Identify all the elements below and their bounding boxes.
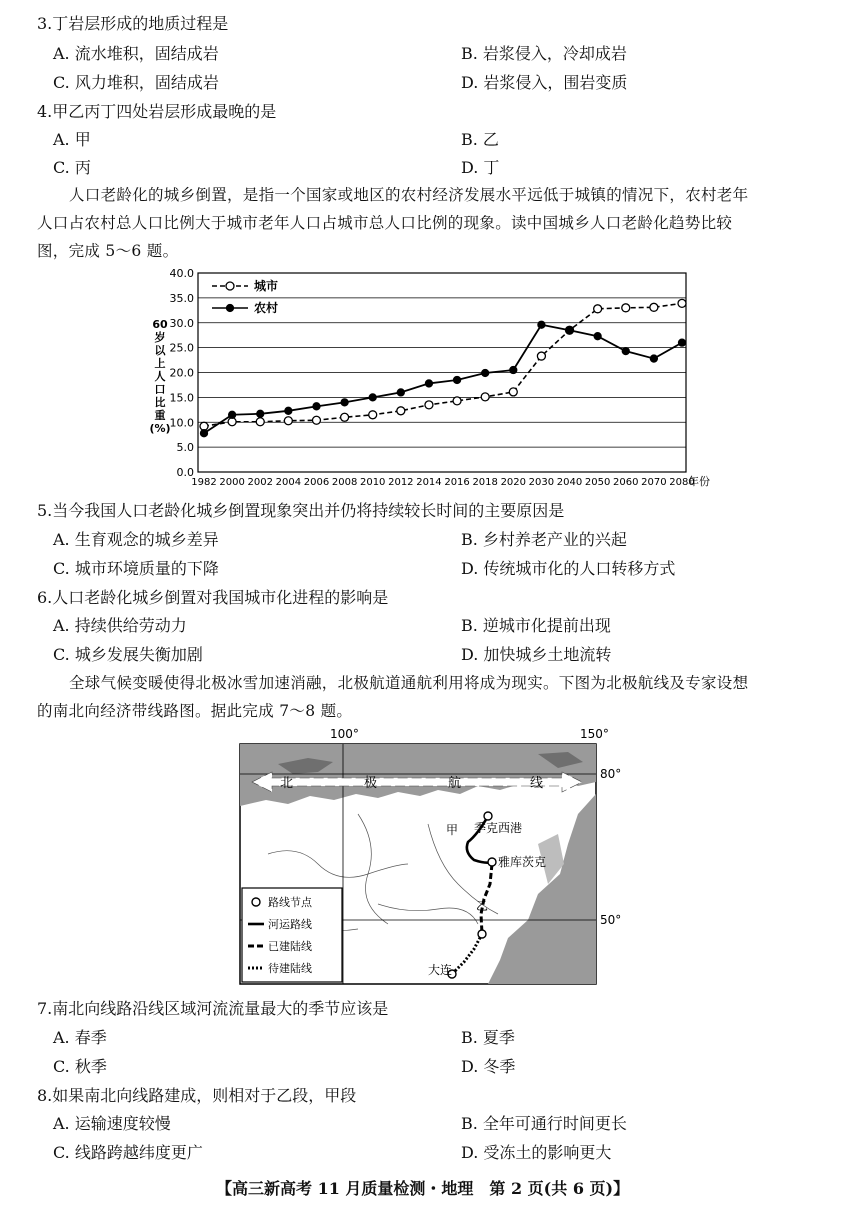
route-char-xian: 线: [530, 776, 544, 791]
q8-option-b: B. 全年可通行时间更长: [461, 1114, 627, 1133]
q6-option-c: C. 城乡发展失衡加剧: [53, 645, 203, 664]
rural-point: [313, 403, 320, 410]
urban-point: [397, 407, 405, 415]
urban-point: [200, 422, 208, 430]
x-tick-label: 2018: [472, 477, 498, 488]
rural-point: [482, 369, 489, 376]
urban-point: [256, 418, 264, 426]
urban-point: [453, 397, 461, 405]
rural-point: [594, 333, 601, 340]
urban-point: [228, 418, 236, 426]
x-tick-label: 2060: [613, 477, 639, 488]
x-tick-label: 2002: [247, 477, 273, 488]
rural-point: [257, 410, 264, 417]
y-axis-label-char: 上: [154, 357, 166, 370]
passage1-line1: 人口老龄化的城乡倒置，是指一个国家或地区的农村经济发展水平远低于城镇的情况下，农村老年: [69, 186, 749, 204]
urban-point: [678, 299, 686, 307]
urban-point: [481, 393, 489, 401]
urban-point: [537, 352, 545, 360]
rural-point: [201, 430, 208, 437]
q8-option-a: A. 运输速度较慢: [53, 1114, 171, 1133]
rural-point: [425, 380, 432, 387]
y-axis-label-char: 60: [152, 318, 168, 331]
route-char-bei: 北: [280, 776, 294, 791]
q5-option-a: A. 生育观念的城乡差异: [53, 530, 219, 549]
y-tick-label: 40.0: [169, 267, 194, 280]
rural-point: [679, 339, 686, 346]
urban-point: [369, 411, 377, 419]
x-tick-label: 1982: [191, 477, 217, 488]
rural-point: [397, 389, 404, 396]
rural-point: [341, 399, 348, 406]
urban-point: [425, 401, 433, 409]
urban-point: [650, 303, 658, 311]
y-axis-label-char: 人: [154, 370, 166, 383]
rural-point: [538, 321, 545, 328]
x-tick-label: 2012: [388, 477, 414, 488]
q6-option-d: D. 加快城乡土地流转: [461, 645, 612, 664]
y-tick-label: 30.0: [169, 316, 194, 330]
urban-point: [284, 417, 292, 425]
city-yakutsk: 雅库茨克: [498, 855, 547, 869]
legend-node: 路线节点: [268, 896, 312, 909]
q6-option-a: A. 持续供给劳动力: [53, 616, 187, 635]
y-tick-label: 5.0: [176, 441, 194, 455]
x-tick-label: 2080: [669, 477, 695, 488]
passage2-line1: 全球气候变暖使得北极冰雪加速消融，北极航道通航利用将成为现实。下图为北极航线及专家设想: [69, 674, 749, 692]
x-tick-label: 2000: [219, 477, 245, 488]
route-char-ji: 极: [364, 776, 378, 791]
q7-option-a: A. 春季: [53, 1028, 107, 1047]
x-tick-label: 2020: [500, 477, 527, 488]
lat-80-label: 80°: [600, 767, 622, 781]
legend-marker: [226, 282, 234, 290]
x-tick-label: 2070: [641, 477, 667, 488]
q3-option-c: C. 风力堆积，固结成岩: [53, 73, 219, 92]
q8-stem: 8.如果南北向线路建成，则相对于乙段，甲段: [37, 1086, 357, 1105]
q5-option-d: D. 传统城市化的人口转移方式: [461, 559, 676, 578]
y-tick-label: 20.0: [169, 366, 194, 380]
q5-stem: 5.当今我国人口老龄化城乡倒置现象突出并仍将持续较长时间的主要原因是: [37, 501, 565, 520]
city-dalian: 大连: [428, 963, 453, 977]
route-char-hang: 航: [448, 776, 462, 791]
urban-point: [622, 304, 630, 312]
q7-option-d: D. 冬季: [461, 1057, 516, 1076]
city-tiksi: 季克西港: [474, 821, 523, 835]
label-yi: 乙: [476, 899, 489, 913]
y-tick-label: 0.0: [176, 466, 194, 479]
x-tick-label: 2016: [444, 477, 470, 488]
lat-50-label: 50°: [600, 913, 622, 927]
legend-marker: [227, 305, 234, 312]
x-tick-label: 2014: [416, 477, 442, 488]
rural-point: [650, 355, 657, 362]
rural-point: [454, 376, 461, 383]
passage2-line2: 的南北向经济带线路图。据此完成 7～8 题。: [37, 702, 353, 720]
label-jia: 甲: [446, 823, 459, 837]
x-axis-label: 年份: [688, 475, 710, 488]
q7-option-c: C. 秋季: [53, 1057, 107, 1076]
y-axis-label-char: 以: [154, 344, 166, 357]
rural-point: [622, 348, 629, 355]
y-axis-label-char: 岁: [154, 331, 166, 344]
y-axis-label-char: (%): [149, 422, 171, 435]
passage1-line2: 人口占农村总人口比例大于城市老年人口占城市总人口比例的现象。读中国城乡人口老龄化趋势比较: [37, 214, 733, 232]
q3-stem: 3.丁岩层形成的地质过程是: [37, 14, 229, 33]
q4-option-b: B. 乙: [461, 130, 499, 149]
y-axis-label-char: 比: [154, 396, 166, 409]
legend-label: 城市: [254, 279, 279, 293]
y-tick-label: 10.0: [169, 416, 194, 430]
q6-option-b: B. 逆城市化提前出现: [461, 616, 611, 635]
page-footer: 【高三新高考 11 月质量检测・地理 第 2 页(共 6 页)】: [216, 1179, 630, 1198]
x-tick-label: 2030: [528, 477, 555, 488]
q3-option-d: D. 岩浆侵入，围岩变质: [461, 73, 628, 92]
rural-point: [369, 394, 376, 401]
passage1-line3: 图，完成 5～6 题。: [37, 242, 179, 260]
q5-option-c: C. 城市环境质量的下降: [53, 559, 219, 578]
urban-point: [509, 388, 517, 396]
urban-point: [594, 305, 602, 313]
legend-label: 农村: [254, 301, 279, 315]
q7-stem: 7.南北向线路沿线区域河流流量最大的季节应该是: [37, 999, 389, 1018]
urban-point: [341, 413, 349, 421]
q4-option-a: A. 甲: [53, 130, 91, 149]
rural-point: [229, 411, 236, 418]
rural-point: [566, 327, 573, 334]
aging-trend-chart: [140, 266, 720, 494]
x-tick-label: 2040: [556, 477, 583, 488]
x-tick-label: 2008: [331, 477, 358, 488]
arctic-route-map: [238, 724, 622, 986]
q8-option-d: D. 受冻土的影响更大: [461, 1143, 612, 1162]
q4-option-d: D. 丁: [461, 158, 500, 177]
x-tick-label: 2010: [359, 477, 386, 488]
aging-chart-svg: [140, 266, 720, 494]
legend-river-route: 河运路线: [268, 918, 312, 931]
y-tick-label: 15.0: [169, 391, 194, 405]
x-tick-label: 2004: [275, 477, 302, 488]
q4-option-c: C. 丙: [53, 158, 91, 177]
lon-150-label: 150°: [580, 727, 609, 741]
y-tick-label: 35.0: [169, 291, 194, 305]
q8-option-c: C. 线路跨越纬度更广: [53, 1143, 203, 1162]
rural-point: [510, 367, 517, 374]
q3-option-a: A. 流水堆积，固结成岩: [53, 44, 219, 63]
rural-point: [285, 407, 292, 414]
y-axis-label-char: 重: [154, 409, 166, 422]
q5-option-b: B. 乡村养老产业的兴起: [461, 530, 627, 549]
urban-point: [312, 416, 320, 424]
x-tick-label: 2050: [584, 477, 611, 488]
q3-option-b: B. 岩浆侵入，冷却成岩: [461, 44, 627, 63]
map-svg: [238, 724, 622, 986]
legend-built-line: 已建陆线: [268, 940, 312, 953]
y-axis-label-char: 口: [154, 383, 166, 396]
legend-planned-line: 待建陆线: [268, 962, 312, 975]
q6-stem: 6.人口老龄化城乡倒置对我国城市化进程的影响是: [37, 588, 389, 607]
q4-stem: 4.甲乙丙丁四处岩层形成最晚的是: [37, 102, 277, 121]
x-tick-label: 2006: [303, 477, 330, 488]
q7-option-b: B. 夏季: [461, 1028, 515, 1047]
lon-100-label: 100°: [330, 727, 359, 741]
y-tick-label: 25.0: [169, 341, 194, 355]
